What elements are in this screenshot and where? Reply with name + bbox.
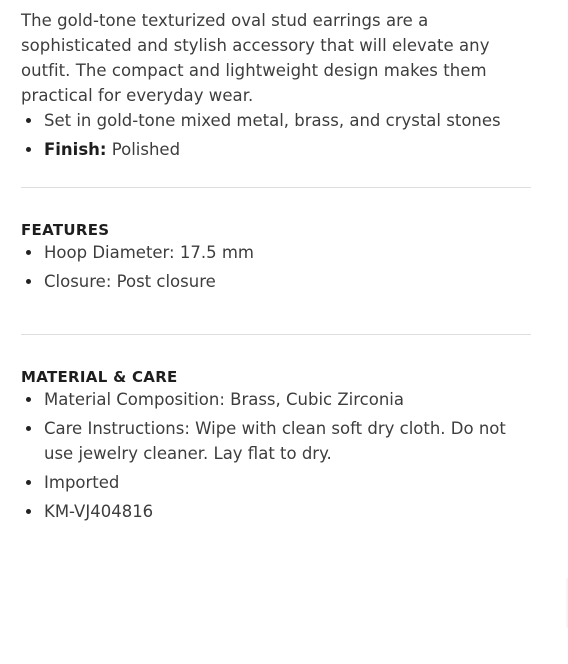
list-item: Material Composition: Brass, Cubic Zirconia bbox=[21, 387, 531, 412]
section-divider bbox=[21, 334, 531, 335]
finish-label: Finish: bbox=[44, 140, 107, 159]
list-item: Hoop Diameter: 17.5 mm bbox=[21, 240, 531, 265]
list-item: KM-VJ404816 bbox=[21, 499, 531, 524]
features-list bbox=[21, 240, 531, 294]
list-item-finish bbox=[21, 137, 531, 162]
list-item: Closure: Post closure bbox=[21, 269, 531, 294]
list-item: Set in gold-tone mixed metal, brass, and crystal stones bbox=[21, 108, 531, 133]
material-care-heading: MATERIAL & CARE bbox=[21, 368, 178, 386]
list-item: Imported bbox=[21, 470, 531, 495]
product-details-panel bbox=[21, 8, 531, 528]
finish-value: Polished bbox=[106, 140, 181, 159]
section-divider bbox=[21, 187, 531, 188]
list-item: Care Instructions: Wipe with clean soft dry cloth. Do not use jewelry cleaner. Lay flat to dry. bbox=[21, 416, 531, 466]
material-care-list bbox=[21, 387, 531, 524]
product-description: The gold-tone texturized oval stud earrings are a sophisticated and stylish accessory that will elevate any outfit. The compact and lightweight design makes them practical for everyday wear. bbox=[21, 11, 490, 105]
product-highlights-list bbox=[21, 108, 531, 162]
features-heading: FEATURES bbox=[21, 221, 110, 239]
